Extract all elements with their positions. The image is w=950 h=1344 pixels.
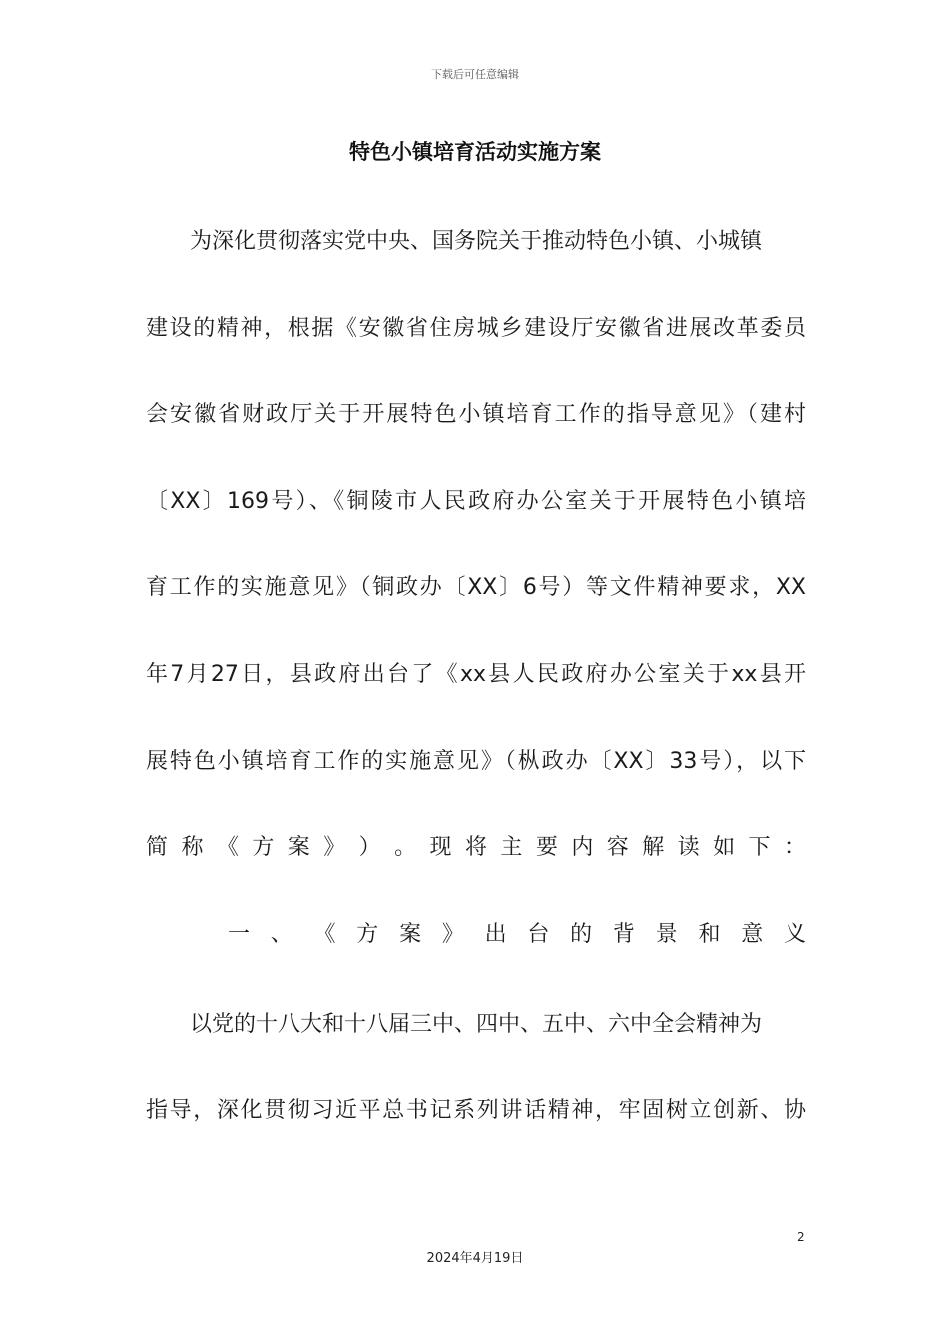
paragraph-line: 年7月27日，县政府出台了《xx县人民政府办公室关于xx县开 — [146, 662, 806, 687]
document-title: 特色小镇培育活动实施方案 — [349, 140, 601, 164]
paragraph-line: 以党的十八大和十八届三中、四中、五中、六中全会精神为 — [190, 1012, 763, 1037]
section-heading: 一 、 《 方 案 》 出 台 的 背 景 和 意 义 — [228, 922, 806, 947]
paragraph-line: 〔XX〕169号）、《铜陵市人民政府办公室关于开展特色小镇培 — [146, 489, 806, 514]
paragraph-line: 展特色小镇培育工作的实施意见》（枞政办〔XX〕33号），以下 — [146, 749, 806, 774]
footer-date: 2024年4月19日 — [426, 1251, 524, 1266]
paragraph-line: 建设的精神，根据《安徽省住房城乡建设厅安徽省进展改革委员 — [146, 316, 806, 341]
page-number: 2 — [797, 1230, 805, 1244]
paragraph-line: 育工作的实施意见》（铜政办〔XX〕6号）等文件精神要求，XX — [146, 575, 806, 600]
header-note: 下载后可任意编辑 — [431, 68, 519, 81]
paragraph-line: 为深化贯彻落实党中央、国务院关于推动特色小镇、小城镇 — [190, 229, 763, 254]
paragraph-line: 指导，深化贯彻习近平总书记系列讲话精神，牢固树立创新、协 — [146, 1098, 806, 1123]
paragraph-line: 会安徽省财政厅关于开展特色小镇培育工作的指导意见》（建村 — [146, 402, 806, 427]
paragraph-line: 简 称 《 方 案 》 ） 。 现 将 主 要 内 容 解 读 如 下 ： — [146, 835, 806, 860]
